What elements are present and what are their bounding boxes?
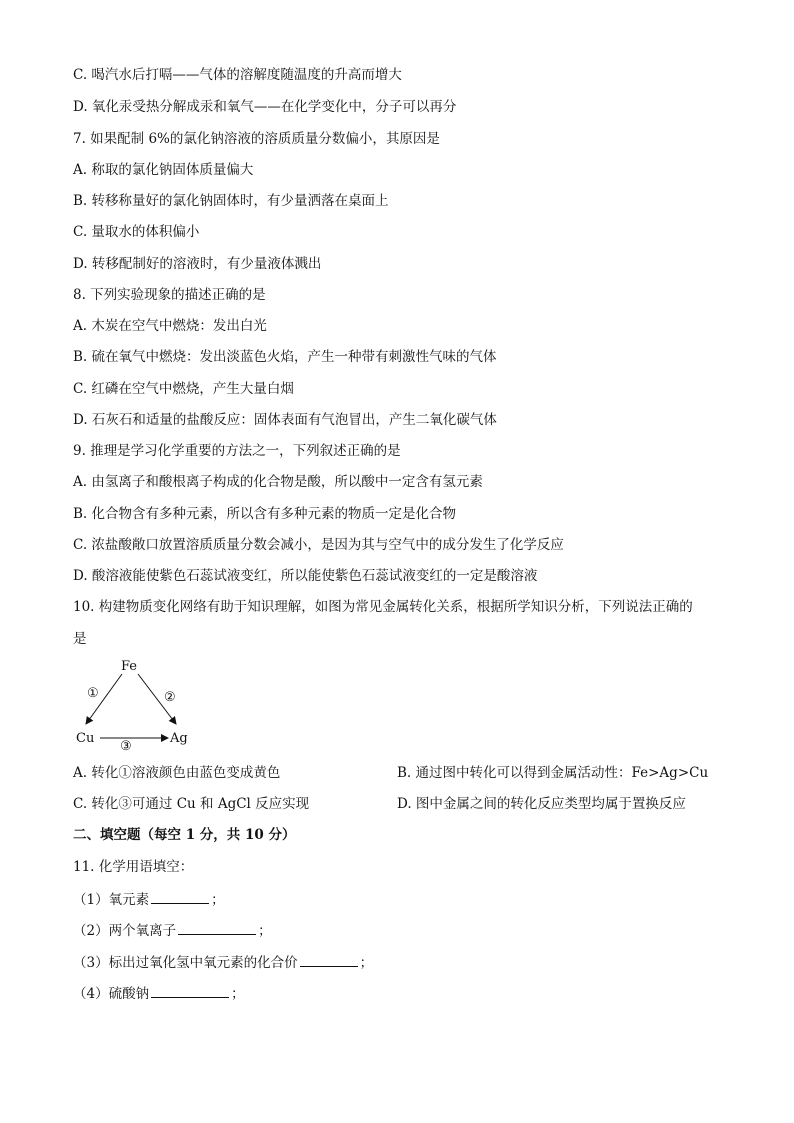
question-8-option-c: C. 红磷在空气中燃烧，产生大量白烟: [73, 381, 294, 397]
question-7-option-d: D. 转移配制好的溶液时，有少量液体溅出: [73, 256, 322, 272]
question-7-option-a: A. 称取的氯化钠固体质量偏大: [73, 162, 254, 178]
question-7-option-c: C. 量取水的体积偏小: [73, 224, 200, 240]
question-8-stem: 8. 下列实验现象的描述正确的是: [73, 287, 266, 303]
node-ag: Ag: [170, 731, 188, 746]
question-9-stem: 9. 推理是学习化学重要的方法之一，下列叙述正确的是: [73, 443, 401, 459]
question-11-stem: 11. 化学用语填空：: [73, 859, 194, 875]
question-6-option-d: D. 氧化汞受热分解成汞和氧气——在化学变化中，分子可以再分: [73, 99, 457, 115]
label-2: ②: [164, 690, 176, 705]
question-9-option-a: A. 由氢离子和酸根离子构成的化合物是酸，所以酸中一定含有氢元素: [73, 474, 483, 490]
question-8-option-d: D. 石灰石和适量的盐酸反应：固体表面有气泡冒出，产生二氧化碳气体: [73, 412, 497, 428]
answer-blank-4[interactable]: [151, 983, 229, 998]
question-11-item-3: [73, 952, 373, 972]
metal-conversion-diagram: [70, 652, 200, 752]
question-10-option-a: A. 转化①溶液颜色由蓝色变成黄色: [73, 765, 281, 781]
label-3: ③: [120, 739, 132, 752]
question-11-item-1: [73, 889, 225, 909]
item-2-punct: ；: [258, 923, 272, 939]
question-10-stem-line2: 是: [73, 631, 87, 647]
item-4-punct: ；: [231, 986, 245, 1002]
question-10-stem-line1: 10. 构建物质变化网络有助于知识理解，如图为常见金属转化关系，根据所学知识分析，下列说法正确的: [73, 599, 693, 615]
item-1-punct: ；: [211, 892, 225, 908]
node-fe: Fe: [121, 659, 138, 674]
question-7-option-b: B. 转移称量好的氯化钠固体时，有少量洒落在桌面上: [73, 193, 389, 209]
question-11-item-2: [73, 920, 272, 940]
section-2-heading: 二、填空题（每空 1 分，共 10 分）: [73, 827, 296, 843]
item-3-punct: ；: [359, 955, 374, 971]
question-7-stem: 7. 如果配制 6%的氯化钠溶液的溶质质量分数偏小，其原因是: [73, 131, 440, 147]
item-1-text: （1）氧元素: [73, 892, 150, 908]
question-10-option-d: D. 图中金属之间的转化反应类型均属于置换反应: [397, 796, 686, 812]
label-1: ①: [87, 686, 99, 701]
answer-blank-1[interactable]: [151, 889, 209, 904]
item-3-text: （3）标出过氧化氢中氧元素的化合价: [73, 955, 298, 971]
question-8-option-b: B. 硫在氧气中燃烧：发出淡蓝色火焰，产生一种带有刺激性气味的气体: [73, 349, 497, 365]
question-10-option-b: B. 通过图中转化可以得到金属活动性：Fe>Ag>Cu: [397, 765, 709, 781]
question-6-option-c: C. 喝汽水后打嗝——气体的溶解度随温度的升高而增大: [73, 67, 402, 83]
question-11-item-4: [73, 983, 245, 1003]
answer-blank-2[interactable]: [178, 920, 256, 935]
question-8-option-a: A. 木炭在空气中燃烧：发出白光: [73, 318, 267, 334]
item-2-text: （2）两个氧离子: [73, 923, 177, 939]
question-10-option-c: C. 转化③可通过 Cu 和 AgCl 反应实现: [73, 796, 310, 812]
item-4-text: （4）硫酸钠: [73, 986, 150, 1002]
question-9-option-b: B. 化合物含有多种元素，所以含有多种元素的物质一定是化合物: [73, 506, 457, 522]
question-9-option-c: C. 浓盐酸敞口放置溶质质量分数会减小，是因为其与空气中的成分发生了化学反应: [73, 537, 564, 553]
node-cu: Cu: [76, 731, 95, 746]
answer-blank-3[interactable]: [300, 952, 358, 967]
question-9-option-d: D. 酸溶液能使紫色石蕊试液变红，所以能使紫色石蕊试液变红的一定是酸溶液: [73, 568, 538, 584]
